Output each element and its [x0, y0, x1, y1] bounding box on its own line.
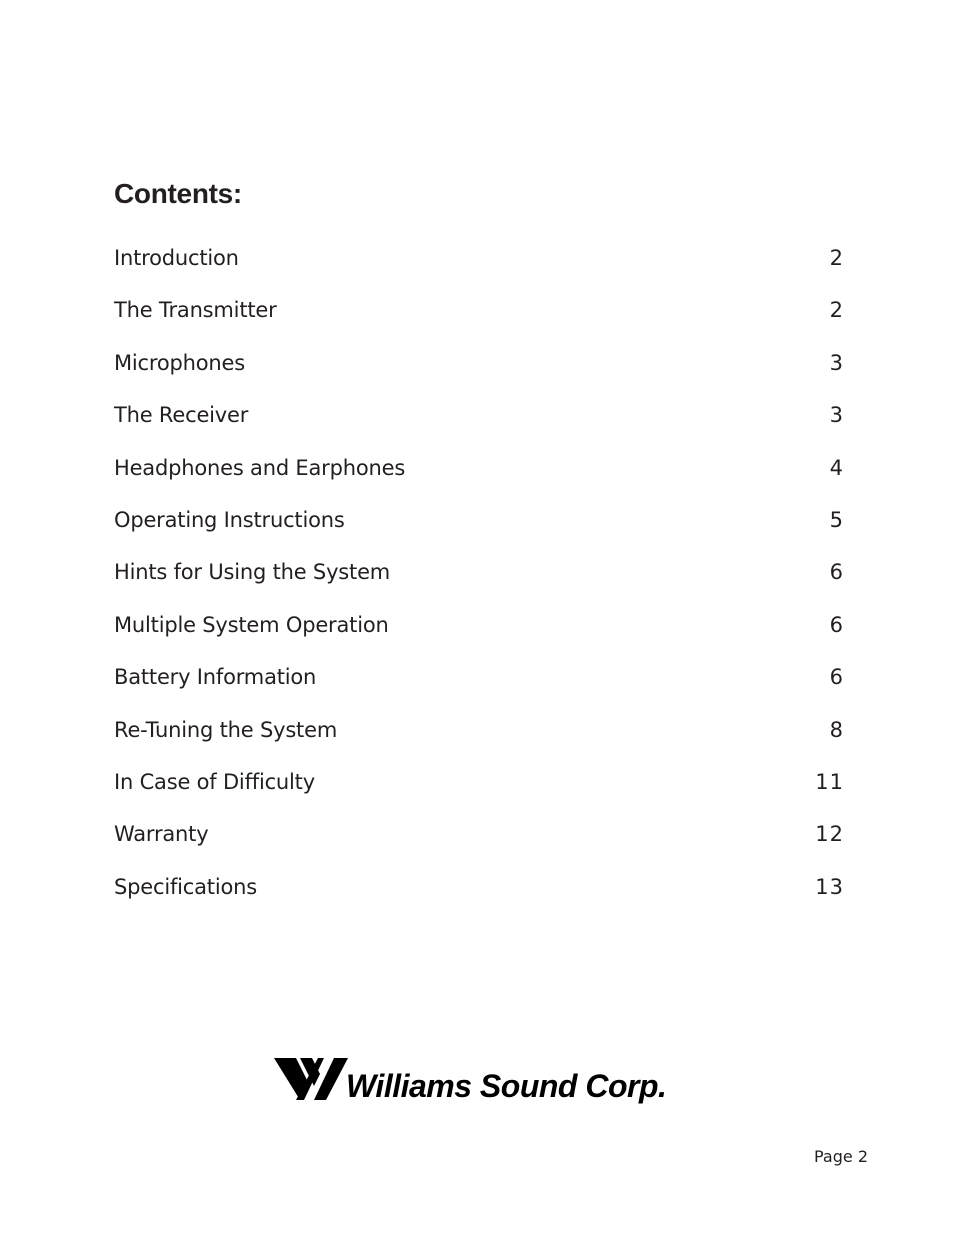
toc-entry-title: Introduction	[114, 246, 239, 270]
toc-entry	[114, 875, 844, 927]
toc-entry-page: 8	[829, 717, 844, 742]
toc-entry-title: Warranty	[114, 822, 209, 847]
toc-entry-page: 4	[829, 455, 844, 480]
williams-sound-w-logo-icon	[274, 1056, 354, 1102]
toc-entry-title: Battery Information	[114, 665, 317, 690]
toc-entry-title: Headphones and Earphones	[114, 455, 406, 480]
toc-entry-page: 6	[829, 665, 844, 690]
toc-entry-title: In Case of Difficulty	[114, 769, 315, 794]
toc-entry	[114, 770, 844, 822]
toc-entry-page: 2	[829, 246, 844, 270]
toc-entry-title: Specifications	[114, 874, 257, 899]
toc-entry-page: 11	[815, 769, 844, 794]
toc-entry-page: 6	[829, 612, 844, 637]
toc-entry-title: The Receiver	[114, 403, 249, 428]
toc-entry	[114, 665, 844, 717]
toc-entry-page: 3	[829, 403, 844, 428]
toc-entry	[114, 456, 844, 508]
page-number: Page 2	[814, 1147, 868, 1166]
toc-entry	[114, 403, 844, 455]
toc-entry-page: 2	[829, 298, 844, 323]
toc-entry	[114, 246, 844, 298]
toc-entry-title: Re-Tuning the System	[114, 717, 338, 742]
toc-entry-page: 12	[815, 822, 844, 847]
toc-entry	[114, 351, 844, 403]
toc-entry	[114, 298, 844, 350]
company-name: Williams Sound Corp.	[346, 1067, 667, 1104]
toc-entry-title: Operating Instructions	[114, 507, 345, 532]
contents-heading: Contents:	[114, 178, 242, 209]
toc-entry	[114, 560, 844, 612]
toc-entry-title: Multiple System Operation	[114, 612, 389, 637]
table-of-contents	[114, 246, 844, 927]
toc-entry-page: 13	[815, 874, 844, 899]
toc-entry-title: Hints for Using the System	[114, 560, 391, 585]
company-logo	[274, 1052, 694, 1106]
toc-entry	[114, 508, 844, 560]
toc-entry	[114, 613, 844, 665]
toc-entry-title: The Transmitter	[114, 298, 277, 323]
toc-entry	[114, 822, 844, 874]
toc-entry-page: 3	[829, 350, 844, 375]
toc-entry-page: 6	[829, 560, 844, 585]
toc-entry-title: Microphones	[114, 350, 245, 375]
toc-entry-page: 5	[829, 507, 844, 532]
toc-entry	[114, 718, 844, 770]
